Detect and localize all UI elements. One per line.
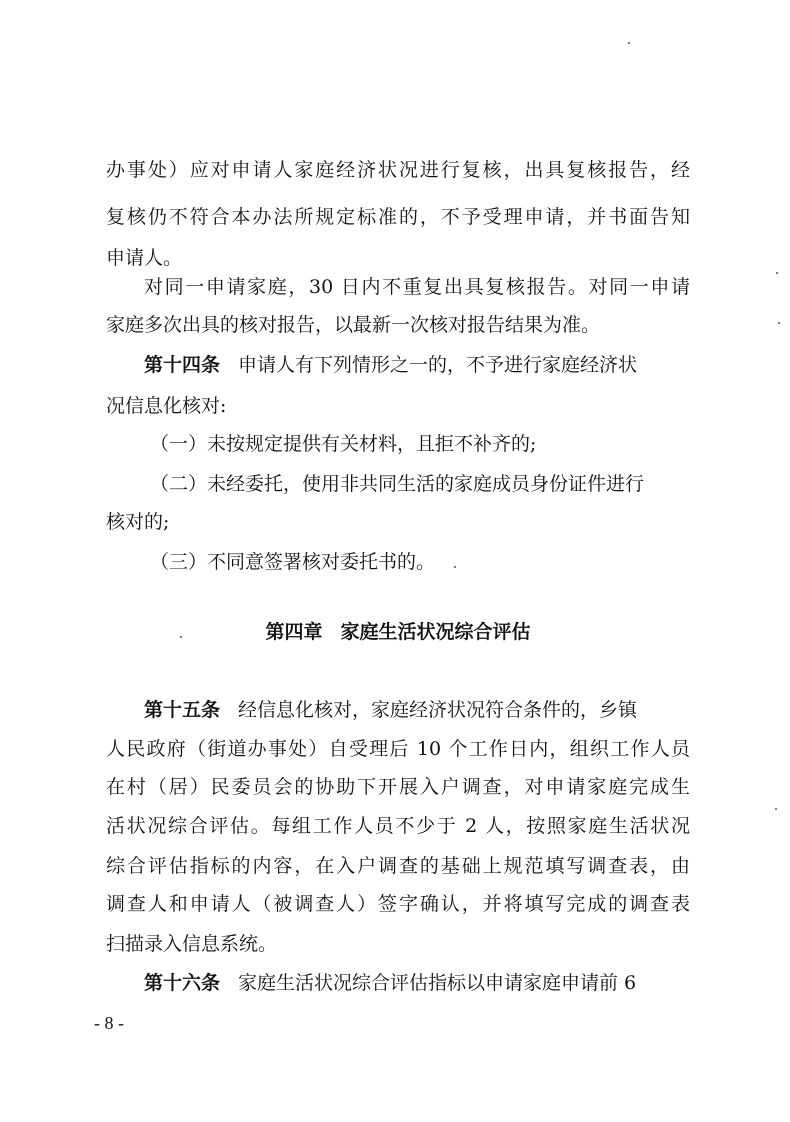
article-14-text: 申请人有下列情形之一的，不予进行家庭经济状 (238, 354, 638, 376)
paragraph-line: 扫描录入信息系统。 (106, 933, 278, 955)
paragraph-line: 复核仍不符合本办法所规定标准的，不予受理申请，并书面告知 (106, 206, 690, 228)
list-item: （二）未经委托，使用非共同生活的家庭成员身份证件进行 (150, 473, 645, 495)
paragraph-line: 对同一申请家庭，30 日内不重复出具复核报告。对同一申请 (144, 276, 690, 298)
paragraph-line: 在村（居）民委员会的协助下开展入户调查，对申请家庭完成生 (106, 776, 690, 798)
scan-speck (775, 808, 777, 810)
chapter-title: 家庭生活状况综合评估 (340, 621, 531, 643)
article-14-line (144, 345, 690, 385)
article-16-label: 第十六条 (144, 972, 221, 994)
chapter-heading (106, 612, 690, 652)
paragraph-line: 综合评估指标的内容，在入户调查的基础上规范填写调查表，由 (106, 855, 690, 877)
paragraph-line: 办事处）应对申请人家庭经济状况进行复核，出具复核报告，经 (106, 159, 690, 181)
article-15-text: 经信息化核对，家庭经济状况符合条件的，乡镇 (238, 699, 638, 721)
chapter-number: 第四章 (265, 621, 323, 643)
list-item: （一）未按规定提供有关材料，且拒不补齐的; (150, 433, 537, 455)
article-16-line (144, 963, 690, 1003)
article-14-label: 第十四条 (144, 354, 221, 376)
scan-speck (628, 42, 630, 44)
paragraph-line: 家庭多次出具的核对报告，以最新一次核对报告结果为准。 (106, 314, 601, 336)
paragraph-line: 调查人和申请人（被调查人）签字确认，并将填写完成的调查表 (106, 893, 690, 915)
paragraph-line: 人民政府（街道办事处）自受理后 10 个工作日内，组织工作人员 (106, 738, 690, 760)
article-15-line (144, 690, 690, 730)
article-16-text: 家庭生活状况综合评估指标以申请家庭申请前 6 (238, 972, 637, 994)
scan-speck (454, 566, 456, 568)
article-15-label: 第十五条 (144, 699, 221, 721)
paragraph-line: 况信息化核对: (106, 395, 227, 417)
scan-speck (776, 272, 778, 274)
scan-speck (180, 636, 182, 638)
paragraph-line: 活状况综合评估。每组工作人员不少于 2 人，按照家庭生活状况 (106, 815, 690, 837)
scan-speck (778, 322, 780, 324)
paragraph-line: 申请人。 (106, 247, 183, 269)
page-number: - 8 - (94, 1013, 124, 1033)
list-item-continuation: 核对的; (106, 511, 170, 533)
list-item: （三）不同意签署核对委托书的。 (150, 551, 436, 573)
